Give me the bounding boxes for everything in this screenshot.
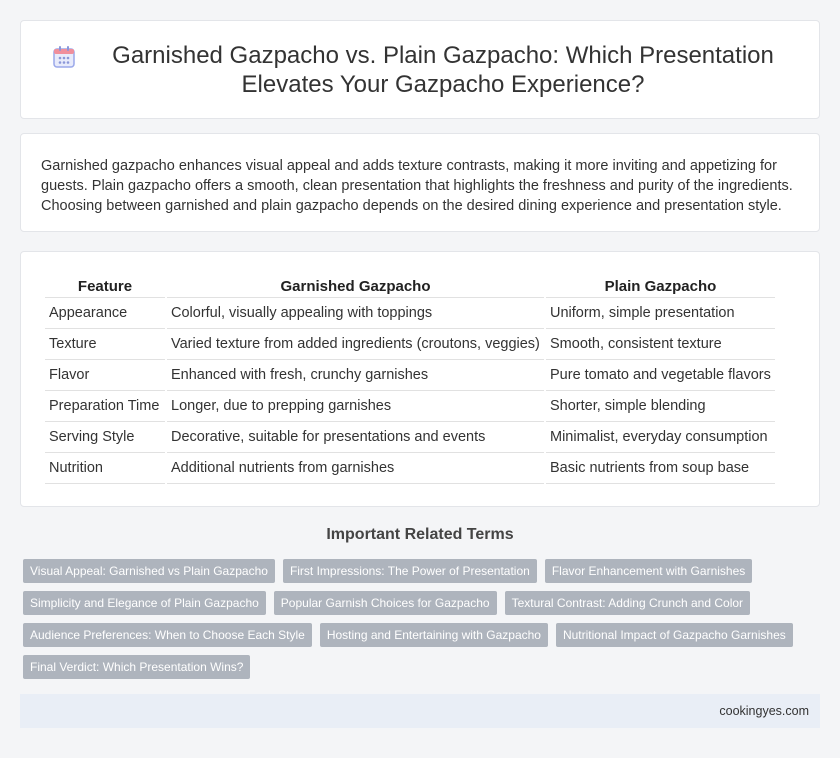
related-tag[interactable]: Audience Preferences: When to Choose Each Style [23, 623, 312, 647]
cell-garnished: Colorful, visually appealing with toppings [167, 298, 544, 329]
related-tag[interactable]: First Impressions: The Power of Presentation [283, 559, 537, 583]
cell-feature: Flavor [45, 360, 165, 391]
comparison-card [20, 251, 820, 507]
cell-garnished: Enhanced with fresh, crunchy garnishes [167, 360, 544, 391]
table-row [45, 391, 775, 422]
related-tag[interactable]: Visual Appeal: Garnished vs Plain Gazpacho [23, 559, 275, 583]
title-card [20, 20, 820, 119]
footer-site-link[interactable]: cookingyes.com [719, 704, 809, 718]
cell-feature: Nutrition [45, 453, 165, 484]
header-plain: Plain Gazpacho [546, 274, 775, 298]
related-tag[interactable]: Hosting and Entertaining with Gazpacho [320, 623, 548, 647]
related-tag[interactable]: Nutritional Impact of Gazpacho Garnishes [556, 623, 793, 647]
cell-plain: Pure tomato and vegetable flavors [546, 360, 775, 391]
related-tag[interactable]: Textural Contrast: Adding Crunch and Color [505, 591, 750, 615]
related-terms-heading: Important Related Terms [326, 526, 514, 543]
table-header-row [45, 274, 775, 298]
table-row [45, 453, 775, 484]
cell-garnished: Additional nutrients from garnishes [167, 453, 544, 484]
intro-card [20, 133, 820, 232]
cell-plain: Shorter, simple blending [546, 391, 775, 422]
related-tag[interactable]: Popular Garnish Choices for Gazpacho [274, 591, 497, 615]
cell-plain: Minimalist, everyday consumption [546, 422, 775, 453]
cell-garnished: Longer, due to prepping garnishes [167, 391, 544, 422]
calendar-icon [51, 44, 77, 70]
footer [20, 694, 820, 728]
cell-feature: Preparation Time [45, 391, 165, 422]
cell-plain: Basic nutrients from soup base [546, 453, 775, 484]
table-row [45, 329, 775, 360]
table-row [45, 360, 775, 391]
header-garnished: Garnished Gazpacho [167, 274, 544, 298]
cell-feature: Texture [45, 329, 165, 360]
page-title: Garnished Gazpacho vs. Plain Gazpacho: Which Presentation Elevates Your Gazpacho Experience? [112, 41, 774, 98]
cell-garnished: Varied texture from added ingredients (croutons, veggies) [167, 329, 544, 360]
related-terms-list [23, 559, 813, 687]
table-row [45, 298, 775, 329]
comparison-table [43, 274, 777, 484]
table-row [45, 422, 775, 453]
intro-paragraph: Garnished gazpacho enhances visual appeal and adds texture contrasts, making it more inviting and appetizing for guests. Plain gazpacho offers a smooth, clean presentation that highlights the freshness and purity of the ingredients. Choosing between garnished and plain gazpacho depends on the desired dining experience and presentation style. [41, 158, 793, 214]
cell-feature: Serving Style [45, 422, 165, 453]
related-tag[interactable]: Simplicity and Elegance of Plain Gazpacho [23, 591, 266, 615]
header-feature: Feature [45, 274, 165, 298]
related-tag[interactable]: Flavor Enhancement with Garnishes [545, 559, 752, 583]
cell-garnished: Decorative, suitable for presentations and events [167, 422, 544, 453]
related-tag[interactable]: Final Verdict: Which Presentation Wins? [23, 655, 250, 679]
cell-plain: Uniform, simple presentation [546, 298, 775, 329]
cell-feature: Appearance [45, 298, 165, 329]
cell-plain: Smooth, consistent texture [546, 329, 775, 360]
